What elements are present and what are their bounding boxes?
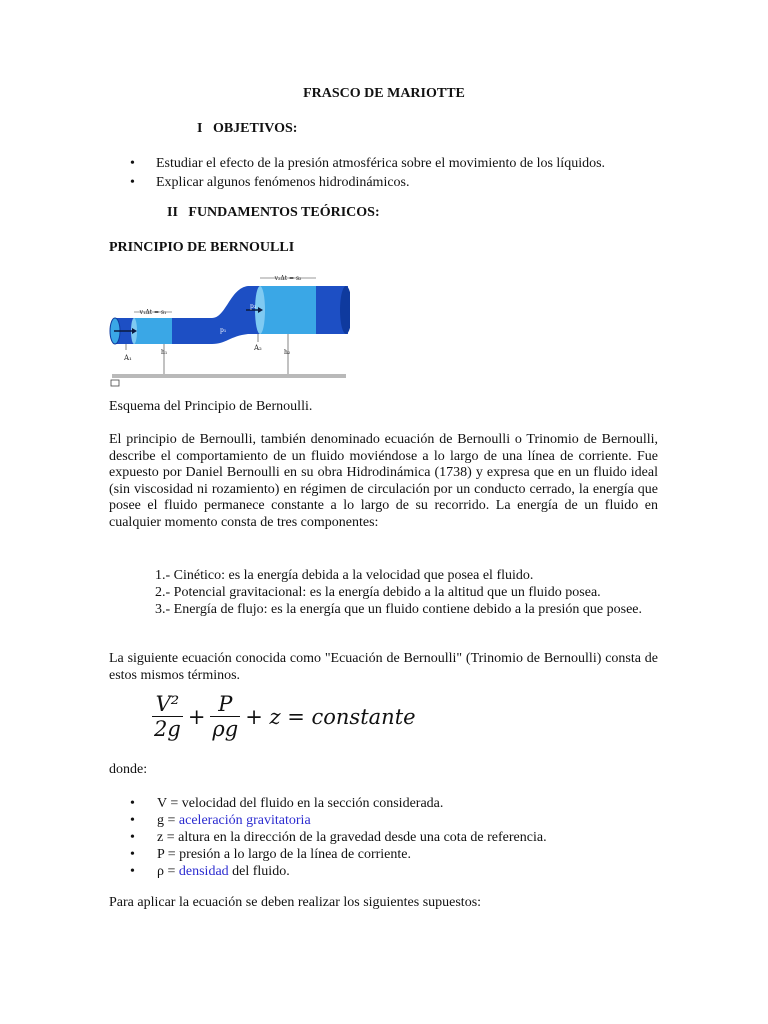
label-A2: A₂ <box>254 344 262 352</box>
label-h1: h₁ <box>161 349 168 356</box>
equation-numerator: V² <box>152 692 183 717</box>
equation-plus: + <box>187 704 206 729</box>
bernoulli-heading: PRINCIPIO DE BERNOULLI <box>109 240 295 255</box>
objectives-list <box>130 154 690 192</box>
density-link[interactable]: densidad <box>178 864 229 879</box>
fundamentals-heading: II FUNDAMENTOS TEÓRICOS: <box>167 205 380 220</box>
equation-fraction-pressure <box>210 692 240 741</box>
list-item: • g = aceleración gravitatoria <box>130 812 690 829</box>
bernoulli-paragraph: El principio de Bernoulli, también denominado ecuación de Bernoulli o Trinomio de Bernoulli, describe el comportamiento de un fluido moviéndose a lo largo de una línea de corriente. Fue expuesto por Daniel Bernoulli en su obra Hidrodinámica (1738) y expresa que en un fluido ideal (sin viscosidad ni rozamiento) en régimen de circulación por un conducto cerrado, la energía que posee el fluido permanece constante a lo largo de su recorrido. La energía de un fluido en cualquier momento consta de tres componentes: <box>109 432 658 530</box>
equation-numerator: P <box>210 692 240 717</box>
document-title: FRASCO DE MARIOTTE <box>303 86 465 101</box>
donde-label: donde: <box>109 762 148 777</box>
energy-components-list <box>155 567 658 618</box>
label-p2: p₂ <box>250 303 257 310</box>
bernoulli-equation <box>152 692 416 741</box>
equation-intro-paragraph: La siguiente ecuación conocida como "Ecuación de Bernoulli" (Trinomio de Bernoulli) consta de estos mismos términos. <box>109 651 658 683</box>
list-item: • ρ = densidad del fluido. <box>130 863 690 880</box>
equation-denominator: ρg <box>212 717 239 741</box>
list-item: 3.- Energía de flujo: es la energía que un fluido contiene debido a la presión que posee. <box>155 602 642 617</box>
label-h2: h₂ <box>284 349 291 356</box>
label-v2: v₂Δt = s₂ <box>274 275 302 282</box>
list-item: 2.- Potencial gravitacional: es la energía debido a la altitud que un fluido posea. <box>155 585 601 600</box>
figure-caption: Esquema del Principio de Bernoulli. <box>109 399 313 414</box>
equation-tail: + z = constante <box>245 704 416 729</box>
label-p1: p₁ <box>220 327 227 334</box>
equation-fraction-kinetic <box>152 692 183 741</box>
list-item: • z = altura en la dirección de la gravedad desde una cota de referencia. <box>130 829 690 846</box>
objectives-heading: I OBJETIVOS: <box>197 121 298 136</box>
gravity-link[interactable]: aceleración gravitatoria <box>178 813 311 828</box>
equation-denominator: 2g <box>154 717 181 741</box>
list-item: • P = presión a lo largo de la línea de corriente. <box>130 846 690 863</box>
variable-definitions <box>130 795 690 880</box>
fluid-segment-2 <box>260 286 316 334</box>
label-A1: A₁ <box>124 354 132 362</box>
bernoulli-diagram <box>108 268 350 388</box>
image-anchor-icon <box>111 380 119 386</box>
list-item: • Explicar algunos fenómenos hidrodinámicos. <box>130 173 690 192</box>
list-item: 1.- Cinético: es la energía debida a la velocidad que posea el fluido. <box>155 568 534 583</box>
list-item: • V = velocidad del fluido en la sección considerada. <box>130 795 690 812</box>
fluid-segment-1 <box>134 318 172 344</box>
ground-line <box>112 374 346 378</box>
label-v1: v₁Δt = s₁ <box>139 309 167 316</box>
assumptions-paragraph: Para aplicar la ecuación se deben realizar los siguientes supuestos: <box>109 895 482 910</box>
list-item: • Estudiar el efecto de la presión atmosférica sobre el movimiento de los líquidos. <box>130 154 690 173</box>
